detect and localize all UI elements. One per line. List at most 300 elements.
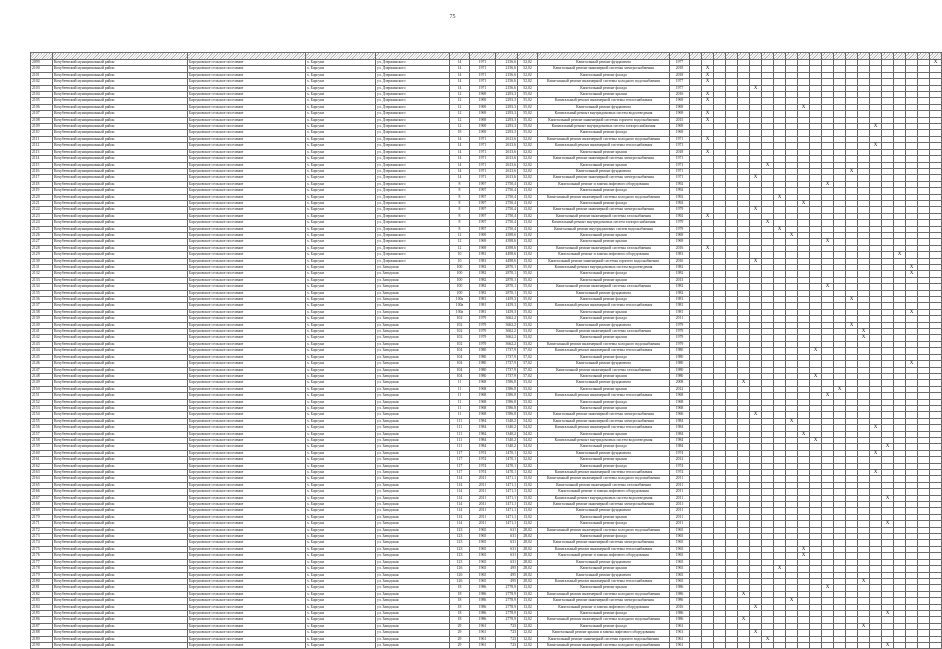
work-type-cell: Капитальный ремонт фундамента: [538, 572, 670, 578]
period-mark-cell: X: [858, 335, 870, 341]
period-mark-cell: [774, 642, 786, 648]
row-number: 2136: [31, 297, 53, 303]
last-repair-year-cell: 1971: [670, 156, 690, 162]
locality-cell: х. Барсуки: [306, 361, 376, 367]
house-cell: 18: [450, 591, 470, 597]
header-cell: [670, 53, 690, 60]
row-number: 2116: [31, 168, 53, 174]
locality-cell: х. Барсуки: [306, 303, 376, 309]
row-number: 2184: [31, 604, 53, 610]
row-number: 2133: [31, 277, 53, 283]
work-type-cell: Капитальный ремонт фундамента: [538, 508, 670, 514]
street-cell: ул. Заводская: [376, 399, 450, 405]
header-cell: [846, 53, 858, 60]
last-repair-year-cell: 2012: [670, 386, 690, 392]
house-cell: 123: [450, 540, 470, 546]
year-built-cell: 1961: [470, 636, 496, 642]
last-repair-year-cell: 1969: [670, 239, 690, 245]
work-type-cell: Капитальный ремонт крыши: [538, 309, 670, 315]
area-cell: 1340,2: [496, 418, 518, 424]
settlement-cell: Барсуковское сельское поселение: [188, 380, 306, 386]
header-cell: [774, 53, 786, 60]
work-type-cell: Капитальный ремонт инженерной системы электроснабжения: [538, 418, 670, 424]
street-cell: ул. Заводская: [376, 418, 450, 424]
row-number: 2101: [31, 72, 53, 78]
wear-cell: 53,02: [518, 329, 538, 335]
period-mark-cell: X: [774, 194, 786, 200]
row-number: 2126: [31, 232, 53, 238]
period-mark-cell: X: [810, 373, 822, 379]
locality-cell: х. Барсуки: [306, 181, 376, 187]
locality-cell: х. Барсуки: [306, 322, 376, 328]
locality-cell: х. Барсуки: [306, 329, 376, 335]
area-cell: 2778,9: [496, 610, 518, 616]
wear-cell: 28,02: [518, 546, 538, 552]
settlement-cell: Барсуковское сельское поселение: [188, 598, 306, 604]
period-mark-cell: [726, 642, 738, 648]
house-cell: 14: [450, 175, 470, 181]
work-type-cell: Капитальный ремонт фасада: [538, 534, 670, 540]
year-built-cell: 1968: [470, 405, 496, 411]
locality-cell: х. Барсуки: [306, 367, 376, 373]
work-type-cell: Капитальный ремонт крыши и замена лифтового оборудования: [538, 630, 670, 636]
wear-cell: 52,02: [518, 60, 538, 66]
year-built-cell: 1971: [470, 66, 496, 72]
year-built-cell: 1968: [470, 399, 496, 405]
wear-cell: 55,02: [518, 92, 538, 98]
period-mark-cell: X: [870, 425, 882, 431]
area-cell: 1470,1: [496, 457, 518, 463]
locality-cell: х. Барсуки: [306, 271, 376, 277]
area-cell: 2750,4: [496, 181, 518, 187]
row-number: 2129: [31, 252, 53, 258]
district-cell: Кочубеевский муниципальный район: [53, 316, 188, 322]
house-cell: 12: [450, 117, 470, 123]
work-type-cell: Капитальный ремонт и замена лифтового оборудования: [538, 252, 670, 258]
last-repair-year-cell: 1968: [670, 399, 690, 405]
work-type-cell: Капитальный ремонт инженерной системы газоснабжения: [538, 245, 670, 251]
area-cell: 2613,6: [496, 156, 518, 162]
year-built-cell: 1981: [470, 252, 496, 258]
district-cell: Кочубеевский муниципальный район: [53, 124, 188, 130]
year-built-cell: 1984: [470, 437, 496, 443]
wear-cell: 55,02: [518, 309, 538, 315]
last-repair-year-cell: 2011: [670, 508, 690, 514]
row-number: 2175: [31, 546, 53, 552]
locality-cell: х. Барсуки: [306, 136, 376, 142]
district-cell: Кочубеевский муниципальный район: [53, 284, 188, 290]
house-cell: 100: [450, 290, 470, 296]
wear-cell: 52,02: [518, 470, 538, 476]
wear-cell: 13,02: [518, 194, 538, 200]
locality-cell: х. Барсуки: [306, 162, 376, 168]
locality-cell: х. Барсуки: [306, 130, 376, 136]
year-built-cell: 1971: [470, 168, 496, 174]
area-cell: 1471,1: [496, 514, 518, 520]
locality-cell: х. Барсуки: [306, 168, 376, 174]
header-cell: [822, 53, 834, 60]
row-number: 2142: [31, 335, 53, 341]
street-cell: ул. Заводская: [376, 405, 450, 411]
locality-cell: х. Барсуки: [306, 559, 376, 565]
house-cell: 100а: [450, 309, 470, 315]
year-built-cell: 1969: [470, 245, 496, 251]
district-cell: Кочубеевский муниципальный район: [53, 335, 188, 341]
locality-cell: х. Барсуки: [306, 636, 376, 642]
locality-cell: х. Барсуки: [306, 297, 376, 303]
house-cell: 14: [450, 162, 470, 168]
district-cell: Кочубеевский муниципальный район: [53, 232, 188, 238]
house-cell: 14: [450, 72, 470, 78]
locality-cell: х. Барсуки: [306, 623, 376, 629]
period-mark-cell: X: [738, 380, 750, 386]
area-cell: 2870,1: [496, 265, 518, 271]
wear-cell: 13,02: [518, 213, 538, 219]
street-cell: ул. Дзержинского: [376, 143, 450, 149]
house-cell: 100а: [450, 297, 470, 303]
area-cell: 2613,6: [496, 143, 518, 149]
wear-cell: 55,02: [518, 98, 538, 104]
settlement-cell: Барсуковское сельское поселение: [188, 188, 306, 194]
year-built-cell: 1984: [470, 425, 496, 431]
work-type-cell: Капитальный ремонт инженерной системы электроснабжения: [538, 598, 670, 604]
last-repair-year-cell: 2011: [670, 495, 690, 501]
locality-cell: х. Барсуки: [306, 418, 376, 424]
district-cell: Кочубеевский муниципальный район: [53, 271, 188, 277]
wear-cell: 13,02: [518, 476, 538, 482]
row-number: 2125: [31, 226, 53, 232]
settlement-cell: Барсуковское сельское поселение: [188, 514, 306, 520]
area-cell: 1340,2: [496, 437, 518, 443]
area-cell: 723: [496, 636, 518, 642]
row-number: 2185: [31, 610, 53, 616]
settlement-cell: Барсуковское сельское поселение: [188, 168, 306, 174]
house-cell: 12: [450, 124, 470, 130]
locality-cell: х. Барсуки: [306, 380, 376, 386]
district-cell: Кочубеевский муниципальный район: [53, 207, 188, 213]
wear-cell: 54,02: [518, 431, 538, 437]
area-cell: 2293,3: [496, 117, 518, 123]
year-built-cell: 1981: [470, 303, 496, 309]
wear-cell: 57,02: [518, 348, 538, 354]
wear-cell: 53,02: [518, 412, 538, 418]
locality-cell: х. Барсуки: [306, 85, 376, 91]
last-repair-year-cell: 1980: [670, 354, 690, 360]
house-cell: 8: [450, 200, 470, 206]
locality-cell: х. Барсуки: [306, 220, 376, 226]
last-repair-year-cell: 1977: [670, 60, 690, 66]
last-repair-year-cell: 1986: [670, 585, 690, 591]
street-cell: ул. Заводская: [376, 540, 450, 546]
district-cell: Кочубеевский муниципальный район: [53, 200, 188, 206]
period-mark-cell: X: [846, 322, 858, 328]
work-type-cell: Капитальный ремонт внутридомовых систем водоснабжения: [538, 226, 670, 232]
settlement-cell: Барсуковское сельское поселение: [188, 156, 306, 162]
last-repair-year-cell: 1984: [670, 418, 690, 424]
period-mark-cell: [858, 642, 870, 648]
period-mark-cell: X: [906, 361, 918, 367]
period-mark-cell: X: [702, 66, 714, 72]
period-mark-cell: X: [798, 553, 810, 559]
locality-cell: х. Барсуки: [306, 463, 376, 469]
header-cell: [376, 53, 450, 60]
locality-cell: х. Барсуки: [306, 476, 376, 482]
district-cell: Кочубеевский муниципальный район: [53, 194, 188, 200]
district-cell: Кочубеевский муниципальный район: [53, 329, 188, 335]
last-repair-year-cell: 1979: [670, 322, 690, 328]
house-cell: 18: [450, 585, 470, 591]
settlement-cell: Барсуковское сельское поселение: [188, 502, 306, 508]
street-cell: ул. Дзержинского: [376, 207, 450, 213]
header-cell: [726, 53, 738, 60]
district-cell: Кочубеевский муниципальный район: [53, 143, 188, 149]
locality-cell: х. Барсуки: [306, 425, 376, 431]
street-cell: ул. Дзержинского: [376, 104, 450, 110]
area-cell: 495: [496, 566, 518, 572]
work-type-cell: Капитальный ремонт фасада: [538, 297, 670, 303]
street-cell: ул. Заводская: [376, 386, 450, 392]
wear-cell: 13,02: [518, 239, 538, 245]
settlement-cell: Барсуковское сельское поселение: [188, 630, 306, 636]
row-number: 2122: [31, 207, 53, 213]
year-built-cell: 1965: [470, 578, 496, 584]
period-mark-cell: X: [798, 431, 810, 437]
street-cell: ул. Дзержинского: [376, 85, 450, 91]
last-repair-year-cell: 1992: [670, 181, 690, 187]
street-cell: ул. Дзержинского: [376, 168, 450, 174]
locality-cell: х. Барсуки: [306, 149, 376, 155]
street-cell: ул. Заводская: [376, 572, 450, 578]
house-cell: 14: [450, 168, 470, 174]
area-cell: 495: [496, 572, 518, 578]
settlement-cell: Барсуковское сельское поселение: [188, 566, 306, 572]
work-type-cell: Капитальный ремонт и замена лифтового оборудования: [538, 181, 670, 187]
area-cell: 2293,3: [496, 92, 518, 98]
year-built-cell: 2011: [470, 508, 496, 514]
area-cell: 4398,6: [496, 232, 518, 238]
district-cell: Кочубеевский муниципальный район: [53, 277, 188, 283]
settlement-cell: Барсуковское сельское поселение: [188, 303, 306, 309]
locality-cell: х. Барсуки: [306, 239, 376, 245]
settlement-cell: Барсуковское сельское поселение: [188, 425, 306, 431]
district-cell: Кочубеевский муниципальный район: [53, 252, 188, 258]
period-mark-cell: [738, 642, 750, 648]
last-repair-year-cell: 1965: [670, 566, 690, 572]
locality-cell: х. Барсуки: [306, 617, 376, 623]
year-built-cell: 1986: [470, 585, 496, 591]
settlement-cell: Барсуковское сельское поселение: [188, 412, 306, 418]
district-cell: Кочубеевский муниципальный район: [53, 559, 188, 565]
street-cell: ул. Дзержинского: [376, 239, 450, 245]
area-cell: 2778,9: [496, 604, 518, 610]
area-cell: 2156,6: [496, 85, 518, 91]
row-number: 2174: [31, 540, 53, 546]
district-cell: Кочубеевский муниципальный район: [53, 527, 188, 533]
settlement-cell: Барсуковское сельское поселение: [188, 66, 306, 72]
settlement-cell: Барсуковское сельское поселение: [188, 124, 306, 130]
house-cell: 18: [450, 598, 470, 604]
last-repair-year-cell: 1965: [670, 534, 690, 540]
work-type-cell: Капитальный ремонт инженерной системы холодного водоснабжения: [538, 476, 670, 482]
street-cell: ул. Заводская: [376, 482, 450, 488]
year-built-cell: 1969: [470, 239, 496, 245]
year-built-cell: 1981: [470, 309, 496, 315]
house-cell: 11: [450, 393, 470, 399]
street-cell: ул. Заводская: [376, 463, 450, 469]
work-type-cell: Капитальный ремонт крыши: [538, 162, 670, 168]
street-cell: ул. Заводская: [376, 534, 450, 540]
settlement-cell: Барсуковское сельское поселение: [188, 508, 306, 514]
district-cell: Кочубеевский муниципальный район: [53, 399, 188, 405]
district-cell: Кочубеевский муниципальный район: [53, 367, 188, 373]
district-cell: Кочубеевский муниципальный район: [53, 508, 188, 514]
district-cell: Кочубеевский муниципальный район: [53, 623, 188, 629]
wear-cell: 57,02: [518, 361, 538, 367]
wear-cell: 13,02: [518, 207, 538, 213]
last-repair-year-cell: 2011: [670, 521, 690, 527]
street-cell: ул. Дзержинского: [376, 111, 450, 117]
locality-cell: х. Барсуки: [306, 258, 376, 264]
header-cell: [450, 53, 470, 60]
wear-cell: 53,02: [518, 393, 538, 399]
house-cell: 123: [450, 534, 470, 540]
year-built-cell: 1982: [470, 265, 496, 271]
year-built-cell: 1980: [470, 354, 496, 360]
street-cell: ул. Дзержинского: [376, 79, 450, 85]
district-cell: Кочубеевский муниципальный район: [53, 66, 188, 72]
settlement-cell: Барсуковское сельское поселение: [188, 399, 306, 405]
wear-cell: 13,02: [518, 252, 538, 258]
last-repair-year-cell: 2011: [670, 514, 690, 520]
house-cell: 117: [450, 457, 470, 463]
area-cell: 2778,9: [496, 617, 518, 623]
last-repair-year-cell: 1984: [670, 437, 690, 443]
settlement-cell: Барсуковское сельское поселение: [188, 444, 306, 450]
house-cell: 14: [450, 66, 470, 72]
settlement-cell: Барсуковское сельское поселение: [188, 258, 306, 264]
last-repair-year-cell: 2016: [670, 92, 690, 98]
street-cell: ул. Дзержинского: [376, 175, 450, 181]
locality-cell: х. Барсуки: [306, 399, 376, 405]
settlement-cell: Барсуковское сельское поселение: [188, 623, 306, 629]
house-cell: 29: [450, 642, 470, 648]
year-built-cell: 1979: [470, 322, 496, 328]
locality-cell: х. Барсуки: [306, 566, 376, 572]
last-repair-year-cell: 2011: [670, 476, 690, 482]
header-cell: [762, 53, 774, 60]
street-cell: ул. Заводская: [376, 329, 450, 335]
house-cell: 126: [450, 578, 470, 584]
street-cell: ул. Заводская: [376, 598, 450, 604]
settlement-cell: Барсуковское сельское поселение: [188, 373, 306, 379]
locality-cell: х. Барсуки: [306, 450, 376, 456]
period-mark-cell: X: [750, 175, 762, 181]
locality-cell: х. Барсуки: [306, 354, 376, 360]
district-cell: Кочубеевский муниципальный район: [53, 540, 188, 546]
district-cell: Кочубеевский муниципальный район: [53, 136, 188, 142]
house-cell: 12: [450, 92, 470, 98]
row-number: 2146: [31, 361, 53, 367]
period-mark-cell: X: [702, 149, 714, 155]
last-repair-year-cell: 1979: [670, 226, 690, 232]
district-cell: Кочубеевский муниципальный район: [53, 418, 188, 424]
header-cell: [53, 53, 188, 60]
period-mark-cell: X: [834, 386, 846, 392]
period-mark-cell: X: [870, 143, 882, 149]
locality-cell: х. Барсуки: [306, 194, 376, 200]
row-number: 2111: [31, 136, 53, 142]
area-cell: 2613,6: [496, 149, 518, 155]
district-cell: Кочубеевский муниципальный район: [53, 354, 188, 360]
district-cell: Кочубеевский муниципальный район: [53, 245, 188, 251]
house-cell: 123: [450, 527, 470, 533]
wear-cell: 55,02: [518, 297, 538, 303]
row-number: 2102: [31, 79, 53, 85]
last-repair-year-cell: 1979: [670, 341, 690, 347]
row-number: 2169: [31, 508, 53, 514]
settlement-cell: Барсуковское сельское поселение: [188, 591, 306, 597]
locality-cell: х. Барсуки: [306, 60, 376, 66]
settlement-cell: Барсуковское сельское поселение: [188, 482, 306, 488]
house-cell: 117: [450, 463, 470, 469]
settlement-cell: Барсуковское сельское поселение: [188, 149, 306, 155]
year-built-cell: 1997: [470, 194, 496, 200]
settlement-cell: Барсуковское сельское поселение: [188, 194, 306, 200]
year-built-cell: 1961: [470, 630, 496, 636]
period-mark-cell: [762, 642, 774, 648]
row-number: 2183: [31, 598, 53, 604]
house-cell: 104: [450, 361, 470, 367]
locality-cell: х. Барсуки: [306, 572, 376, 578]
street-cell: ул. Заводская: [376, 380, 450, 386]
work-type-cell: Капитальный ремонт инженерной системы газоснабжения: [538, 213, 670, 219]
wear-cell: 52,02: [518, 162, 538, 168]
house-cell: 104: [450, 354, 470, 360]
year-built-cell: 2011: [470, 476, 496, 482]
district-cell: Кочубеевский муниципальный район: [53, 630, 188, 636]
house-cell: 114: [450, 508, 470, 514]
wear-cell: 13,02: [518, 482, 538, 488]
row-number: 2173: [31, 534, 53, 540]
work-type-cell: Капитальный ремонт фундамента: [538, 361, 670, 367]
period-mark-cell: X: [882, 610, 894, 616]
street-cell: ул. Заводская: [376, 636, 450, 642]
year-built-cell: 1982: [470, 290, 496, 296]
wear-cell: 57,02: [518, 367, 538, 373]
area-cell: 1459,3: [496, 309, 518, 315]
district-cell: Кочубеевский муниципальный район: [53, 98, 188, 104]
row-number: 2181: [31, 585, 53, 591]
work-type-cell: Капитальный ремонт крыши: [538, 514, 670, 520]
year-built-cell: 2011: [470, 495, 496, 501]
work-type-cell: Капитальный ремонт инженерной системы электроснабжения: [538, 175, 670, 181]
street-cell: ул. Заводская: [376, 316, 450, 322]
street-cell: ул. Дзержинского: [376, 220, 450, 226]
street-cell: ул. Заводская: [376, 578, 450, 584]
street-cell: ул. Дзержинского: [376, 213, 450, 219]
row-number: 2189: [31, 636, 53, 642]
settlement-cell: Барсуковское сельское поселение: [188, 271, 306, 277]
work-type-cell: Капитальный ремонт инженерной системы холодного водоснабжения: [538, 341, 670, 347]
work-type-cell: Капитальный ремонт крыши: [538, 92, 670, 98]
settlement-cell: Барсуковское сельское поселение: [188, 348, 306, 354]
house-cell: 29: [450, 636, 470, 642]
row-number: 2152: [31, 399, 53, 405]
period-mark-cell: X: [822, 585, 834, 591]
period-mark-cell: X: [738, 591, 750, 597]
street-cell: ул. Заводская: [376, 444, 450, 450]
work-type-cell: Капитальный ремонт фасада: [538, 623, 670, 629]
